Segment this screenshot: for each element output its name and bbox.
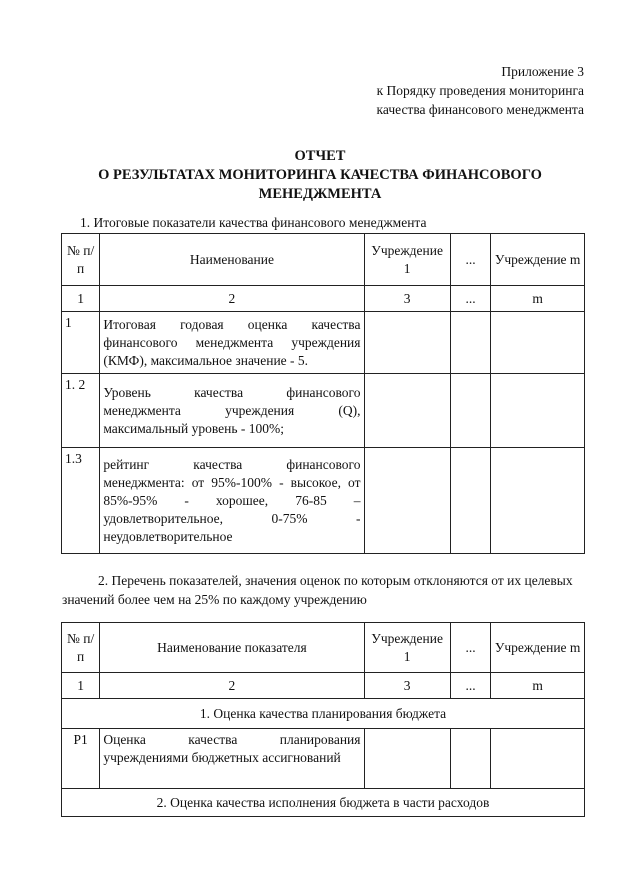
section-1-heading: 1. Итоговые показатели качества финансового менеджмента	[80, 215, 427, 230]
row-num: 1.3	[62, 448, 100, 554]
index-cell: 2	[100, 286, 364, 312]
table-row	[62, 729, 585, 789]
index-cell: 1	[62, 286, 100, 312]
header-name: Наименование	[100, 234, 364, 286]
index-cell: 1	[62, 673, 100, 699]
table-row	[62, 448, 585, 554]
index-cell: ...	[450, 286, 490, 312]
appendix-line-2: к Порядку проведения мониторинга	[376, 83, 584, 98]
header-num: № п/п	[62, 234, 100, 286]
header-ellipsis: ...	[450, 623, 490, 673]
value-cell	[491, 448, 585, 554]
row-text: Итоговая годовая оценка качества финансового менеджмента учреждения (КМФ), максимальное значение - 5.	[100, 312, 364, 374]
index-cell: 3	[364, 673, 450, 699]
report-title	[40, 147, 600, 204]
table-row	[62, 374, 585, 448]
summary-indicators-table	[61, 233, 585, 554]
header-name: Наименование показателя	[100, 623, 364, 673]
report-title-line-1: ОТЧЕТ	[294, 148, 346, 164]
report-title-line-2: О РЕЗУЛЬТАТАХ МОНИТОРИНГА КАЧЕСТВА ФИНАНСОВОГО	[98, 167, 542, 183]
header-institution-m: Учреждение m	[491, 623, 585, 673]
value-cell	[364, 448, 450, 554]
table-group-row	[62, 699, 585, 729]
header-num: № п/п	[62, 623, 100, 673]
table-row	[62, 312, 585, 374]
value-cell	[450, 448, 490, 554]
table-group-row	[62, 789, 585, 817]
index-cell: ...	[450, 673, 490, 699]
row-num: 1	[62, 312, 100, 374]
value-cell	[450, 312, 490, 374]
value-cell	[491, 374, 585, 448]
value-cell	[364, 312, 450, 374]
report-title-line-3: МЕНЕДЖМЕНТА	[258, 186, 382, 202]
value-cell	[450, 374, 490, 448]
row-num: Р1	[62, 729, 100, 789]
section-2-heading: 2. Перечень показателей, значения оценок по которым отклоняются от их целевых значений более чем на 25% по каждому учреждению	[62, 573, 573, 607]
row-num: 1. 2	[62, 374, 100, 448]
header-institution-1: Учреждение 1	[364, 234, 450, 286]
deviation-indicators-table	[61, 622, 585, 817]
index-cell: m	[491, 286, 585, 312]
header-ellipsis: ...	[450, 234, 490, 286]
table-index-row	[62, 286, 585, 312]
appendix-line-1: Приложение 3	[501, 64, 584, 79]
header-institution-m: Учреждение m	[491, 234, 585, 286]
row-text: Уровень качества финансового менеджмента учреждения (Q), максимальный уровень - 100%;	[100, 374, 364, 448]
group-heading-planning: 1. Оценка качества планирования бюджета	[62, 699, 585, 729]
table-header-row	[62, 623, 585, 673]
appendix-line-3: качества финансового менеджмента	[376, 102, 584, 117]
value-cell	[491, 312, 585, 374]
index-cell: m	[491, 673, 585, 699]
index-cell: 3	[364, 286, 450, 312]
value-cell	[364, 729, 450, 789]
header-institution-1: Учреждение 1	[364, 623, 450, 673]
value-cell	[364, 374, 450, 448]
row-text: Оценка качества планирования учреждениями бюджетных ассигнований	[100, 729, 364, 789]
group-heading-execution: 2. Оценка качества исполнения бюджета в части расходов	[62, 789, 585, 817]
value-cell	[450, 729, 490, 789]
table-header-row	[62, 234, 585, 286]
index-cell: 2	[100, 673, 364, 699]
row-text: рейтинг качества финансового менеджмента: от 95%-100% - высокое, от 85%-95% - хорошее, 76-85 – удовлетворительное, 0-75% - неудовлетворительное	[100, 448, 364, 554]
appendix-header	[377, 62, 584, 119]
table-index-row	[62, 673, 585, 699]
value-cell	[491, 729, 585, 789]
